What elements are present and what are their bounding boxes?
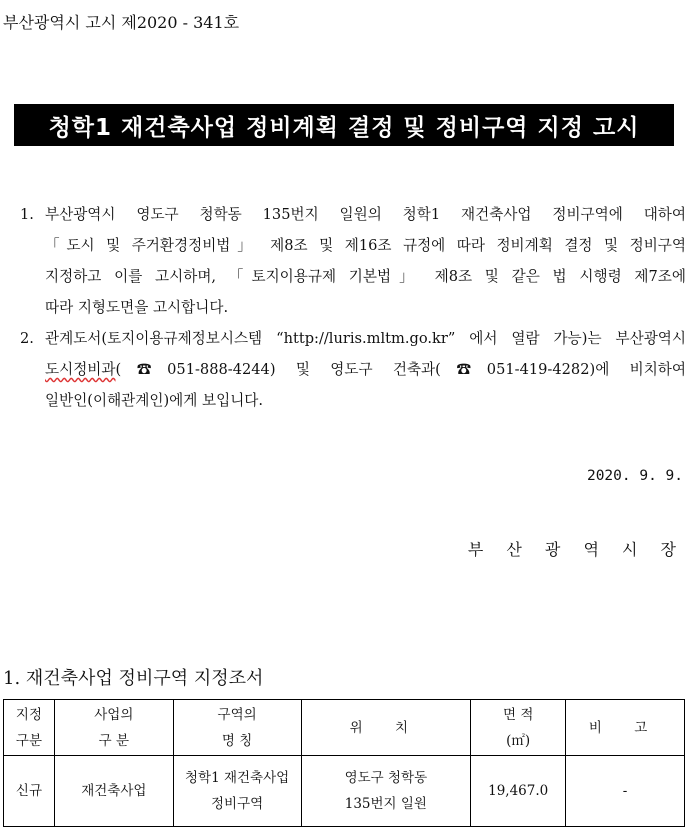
list-item-line: [45, 354, 686, 385]
list-item-line: 따라 지형도면을 고시합니다.: [45, 299, 229, 316]
notice-date: 2020. 9. 9.: [586, 468, 683, 484]
list-item: [20, 199, 686, 323]
notice-title: [14, 104, 674, 146]
issuer-name: 부 산 광 역 시 장: [467, 540, 685, 559]
list-item-number: 2.: [20, 330, 34, 347]
zone-spec-table: [3, 699, 685, 827]
header-location: 위 치: [301, 700, 471, 756]
dept-name: 도시정비과: [45, 361, 116, 378]
list-item-line: 일반인(이해관계인)에게 보입니다.: [45, 392, 264, 409]
cell-remarks: -: [566, 756, 685, 827]
notice-number: 부산광역시 고시 제2020 - 341호: [3, 13, 240, 32]
contact-info: (☎051-888-4244) 및 영도구 건축과(☎051-419-4282)에 비치하여: [115, 361, 686, 378]
table-row: [4, 756, 685, 827]
cell-designation-type: 신규: [4, 756, 55, 827]
notice-title-text: 청학1 재건축사업 정비계획 결정 및 정비구역 지정 고시: [48, 114, 640, 141]
list-item-line: 부산광역시 영도구 청학동 135번지 일원의 청학1 재건축사업 정비구역에 대하여: [45, 206, 686, 223]
list-item-line: 지정하고 이를 고시하며, 「토지이용규제 기본법」 제8조 및 같은 법 시행령 제7조에: [45, 268, 686, 285]
list-item-line: 관계도서(토지이용규제정보시스템 “http://luris.mltm.go.kr” 에서 열람 가능)는 부산광역시: [45, 330, 686, 347]
section-title: 1. 재건축사업 정비구역 지정조서: [3, 668, 264, 689]
notice-body: [20, 199, 686, 416]
table-header-row: [4, 700, 685, 756]
list-item: [20, 323, 686, 416]
header-project-type: 사업의 구 분: [54, 700, 173, 756]
header-area: 면 적 (㎡): [471, 700, 566, 756]
cell-area: 19,467.0: [471, 756, 566, 827]
list-item-line: 「도시 및 주거환경정비법」 제8조 및 제16조 규정에 따라 정비계획 결정 및 정비구역: [45, 237, 686, 254]
cell-project-type: 재건축사업: [54, 756, 173, 827]
cell-location: 영도구 청학동 135번지 일원: [301, 756, 471, 827]
cell-zone-name: 청학1 재건축사업 정비구역: [173, 756, 301, 827]
header-zone-name: 구역의 명 칭: [173, 700, 301, 756]
list-item-number: 1.: [20, 206, 34, 223]
header-remarks: 비 고: [566, 700, 685, 756]
header-designation-type: 지정 구분: [4, 700, 55, 756]
